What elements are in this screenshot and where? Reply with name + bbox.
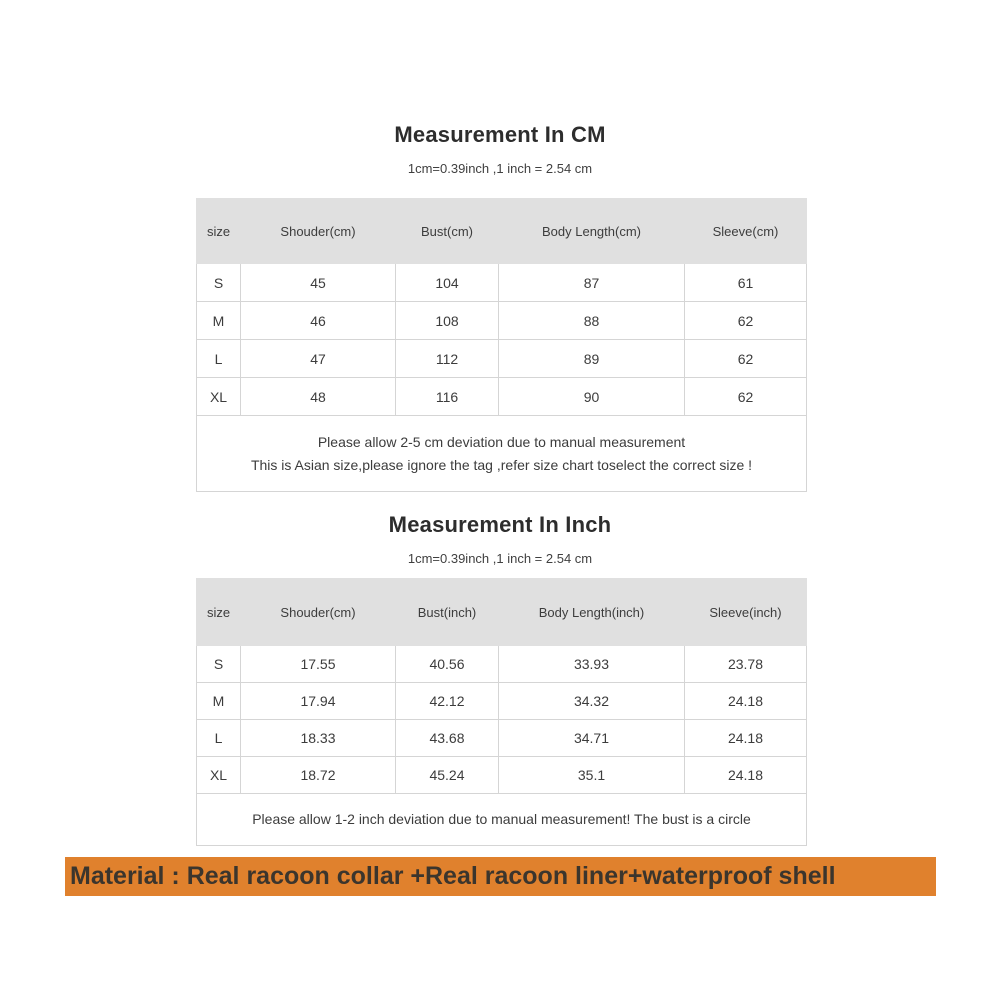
- inch-deviation-note: Please allow 1-2 inch deviation due to manual measurement! The bust is a circle: [197, 794, 807, 846]
- size-cell: XL: [197, 378, 241, 416]
- size-cell: M: [197, 302, 241, 340]
- cm-note-row: [197, 416, 807, 492]
- shoulder-cell: 45: [241, 264, 396, 302]
- size-cell: M: [197, 683, 241, 720]
- cm-row-m: [197, 302, 807, 340]
- sleeve-cell: 62: [685, 340, 807, 378]
- cm-col-size: size: [197, 199, 241, 264]
- inch-row-s: [197, 646, 807, 683]
- material-banner: Material : Real racoon collar +Real racoon liner+waterproof shell: [65, 857, 936, 896]
- shoulder-cell: 48: [241, 378, 396, 416]
- cm-size-table: [196, 198, 807, 492]
- cm-note-line-2: This is Asian size,please ignore the tag ,refer size chart toselect the correct size !: [250, 456, 753, 473]
- cm-col-bust: Bust(cm): [396, 199, 499, 264]
- shoulder-cell: 17.55: [241, 646, 396, 683]
- body-length-cell: 87: [499, 264, 685, 302]
- bust-cell: 104: [396, 264, 499, 302]
- inch-col-shoulder: Shouder(cm): [241, 579, 396, 646]
- shoulder-cell: 18.33: [241, 720, 396, 757]
- sleeve-cell: 62: [685, 378, 807, 416]
- cm-row-l: [197, 340, 807, 378]
- size-cell: L: [197, 340, 241, 378]
- sleeve-cell: 23.78: [685, 646, 807, 683]
- shoulder-cell: 46: [241, 302, 396, 340]
- inch-size-table: [196, 578, 807, 846]
- bust-cell: 45.24: [396, 757, 499, 794]
- cm-col-shoulder: Shouder(cm): [241, 199, 396, 264]
- inch-header-row: [197, 579, 807, 646]
- body-length-cell: 90: [499, 378, 685, 416]
- cm-conversion-note: 1cm=0.39inch ,1 inch = 2.54 cm: [407, 161, 593, 176]
- inch-col-sleeve: Sleeve(inch): [685, 579, 807, 646]
- bust-cell: 108: [396, 302, 499, 340]
- bust-cell: 40.56: [396, 646, 499, 683]
- inch-row-m: [197, 683, 807, 720]
- inch-section-title: Measurement In Inch: [388, 512, 612, 537]
- bust-cell: 43.68: [396, 720, 499, 757]
- body-length-cell: 35.1: [499, 757, 685, 794]
- inch-row-l: [197, 720, 807, 757]
- inch-col-size: size: [197, 579, 241, 646]
- bust-cell: 112: [396, 340, 499, 378]
- shoulder-cell: 17.94: [241, 683, 396, 720]
- inch-note-row: [197, 794, 807, 846]
- sleeve-cell: 62: [685, 302, 807, 340]
- shoulder-cell: 47: [241, 340, 396, 378]
- size-cell: S: [197, 646, 241, 683]
- body-length-cell: 34.32: [499, 683, 685, 720]
- inch-col-bust: Bust(inch): [396, 579, 499, 646]
- cm-row-xl: [197, 378, 807, 416]
- size-cell: XL: [197, 757, 241, 794]
- inch-row-xl: [197, 757, 807, 794]
- bust-cell: 42.12: [396, 683, 499, 720]
- sleeve-cell: 24.18: [685, 720, 807, 757]
- inch-conversion-note: 1cm=0.39inch ,1 inch = 2.54 cm: [407, 551, 593, 566]
- sleeve-cell: 24.18: [685, 757, 807, 794]
- size-cell: S: [197, 264, 241, 302]
- sleeve-cell: 24.18: [685, 683, 807, 720]
- inch-col-body-length: Body Length(inch): [499, 579, 685, 646]
- cm-header-row: [197, 199, 807, 264]
- shoulder-cell: 18.72: [241, 757, 396, 794]
- cm-row-s: [197, 264, 807, 302]
- cm-col-sleeve: Sleeve(cm): [685, 199, 807, 264]
- body-length-cell: 88: [499, 302, 685, 340]
- cm-deviation-note: [197, 416, 807, 492]
- body-length-cell: 89: [499, 340, 685, 378]
- body-length-cell: 34.71: [499, 720, 685, 757]
- cm-note-line-1: Please allow 2-5 cm deviation due to manual measurement: [317, 433, 686, 450]
- cm-section-title: Measurement In CM: [394, 122, 606, 147]
- bust-cell: 116: [396, 378, 499, 416]
- cm-col-body-length: Body Length(cm): [499, 199, 685, 264]
- body-length-cell: 33.93: [499, 646, 685, 683]
- sleeve-cell: 61: [685, 264, 807, 302]
- size-cell: L: [197, 720, 241, 757]
